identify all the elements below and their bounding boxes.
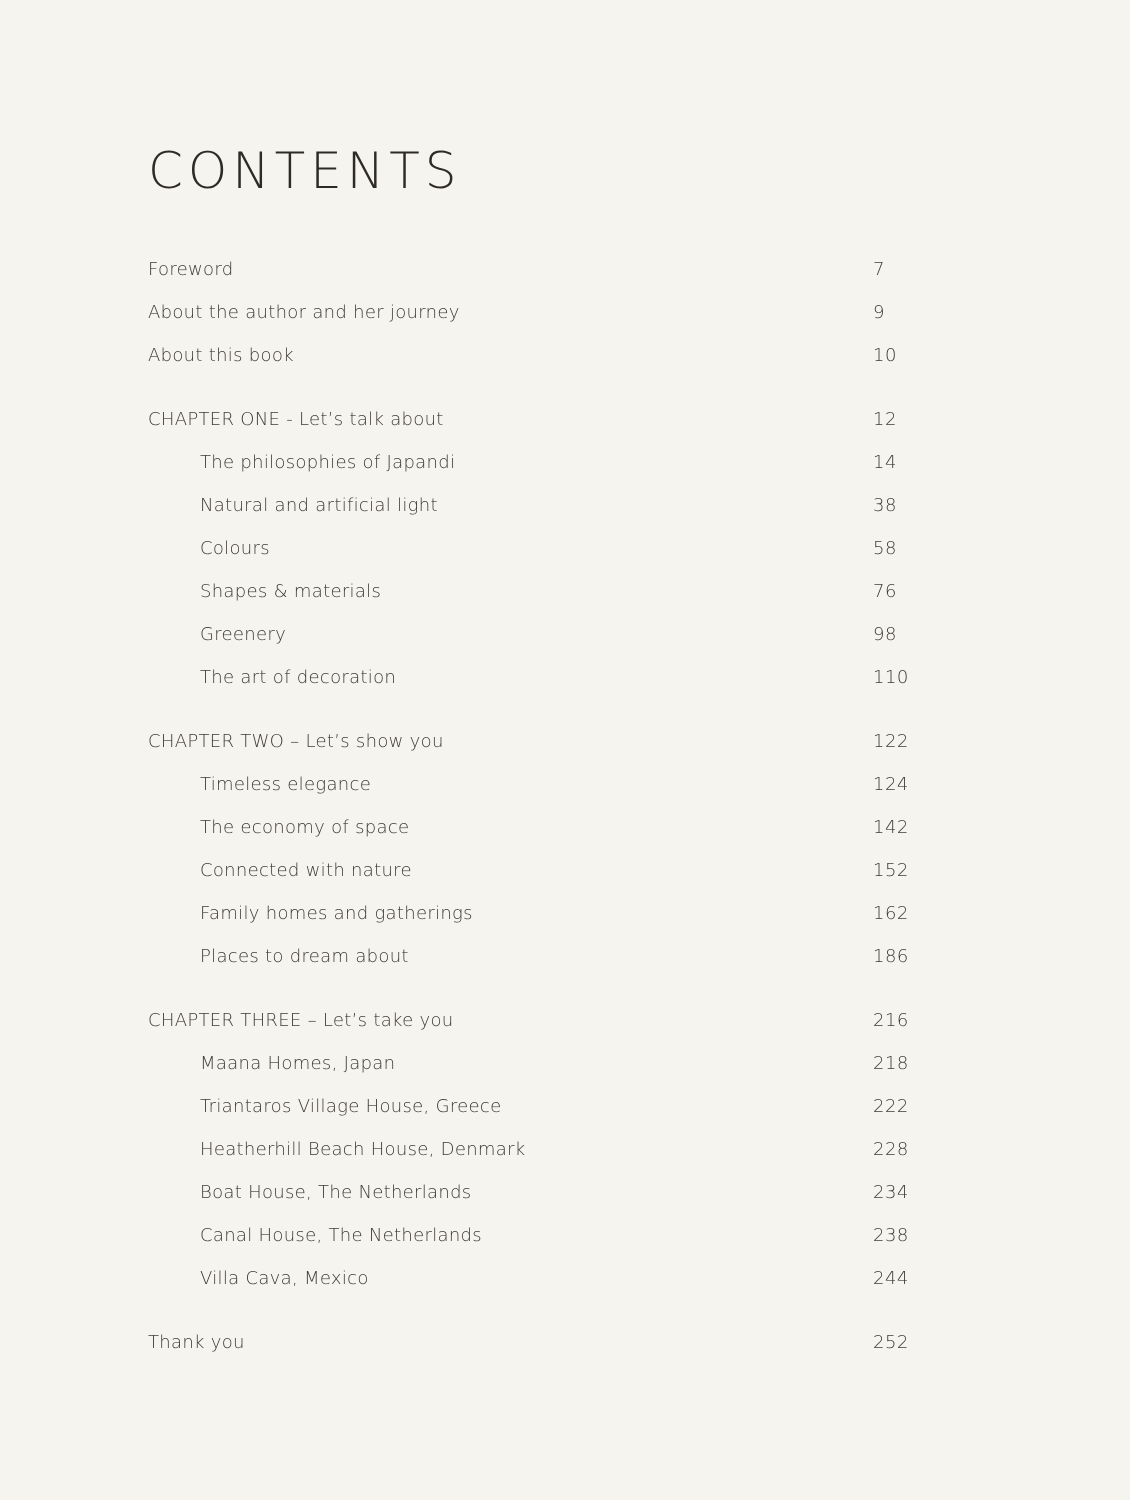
toc-entry-page-number: 238	[873, 1225, 909, 1246]
toc-entry-page-number: 162	[873, 903, 909, 924]
toc-entry-page-number: 228	[873, 1139, 909, 1160]
toc-entry-page-number: 12	[873, 409, 897, 430]
toc-entry-label: Triantaros Village House, Greece	[200, 1096, 502, 1117]
toc-entry-label: Boat House, The Netherlands	[200, 1182, 472, 1203]
toc-entry-label: Places to dream about	[200, 946, 409, 967]
toc-entry-page-number: 58	[873, 538, 897, 559]
toc-entry-label: Colours	[200, 538, 270, 559]
toc-entry-label: About this book	[148, 345, 294, 366]
toc-chapter-three	[148, 1007, 908, 1035]
toc-entry-page-number: 152	[873, 860, 909, 881]
toc-entry-page-number: 222	[873, 1096, 909, 1117]
toc-entry-page-number: 244	[873, 1268, 909, 1289]
toc-subentry	[148, 621, 908, 649]
toc-entry-label: Canal House, The Netherlands	[200, 1225, 482, 1246]
toc-subentry	[148, 900, 908, 928]
toc-subentry	[148, 449, 908, 477]
toc-chapter-label: CHAPTER ONE - Let’s talk about	[148, 409, 444, 430]
toc-subentry	[148, 1179, 908, 1207]
toc-entry-label: Maana Homes, Japan	[200, 1053, 396, 1074]
toc-subentry	[148, 771, 908, 799]
toc-entry-page-number: 142	[873, 817, 909, 838]
toc-entry-page-number: 14	[873, 452, 897, 473]
toc-subentry	[148, 814, 908, 842]
toc-entry-page-number: 122	[873, 731, 909, 752]
toc-entry-label: Heatherhill Beach House, Denmark	[200, 1139, 526, 1160]
toc-entry-thank-you	[148, 1329, 908, 1357]
toc-subentry	[148, 664, 908, 692]
toc-chapter-label: CHAPTER THREE – Let’s take you	[148, 1010, 454, 1031]
toc-subentry	[148, 1222, 908, 1250]
toc-subentry	[148, 1050, 908, 1078]
toc-entry-about-the-author	[148, 299, 908, 327]
toc-chapter-two	[148, 728, 908, 756]
toc-entry-label: The philosophies of Japandi	[200, 452, 456, 473]
toc-chapter-label: CHAPTER TWO – Let’s show you	[148, 731, 444, 752]
toc-subentry	[148, 535, 908, 563]
toc-entry-page-number: 110	[873, 667, 909, 688]
toc-entry-label: About the author and her journey	[148, 302, 460, 323]
toc-entry-page-number: 234	[873, 1182, 909, 1203]
toc-entry-page-number: 76	[873, 581, 897, 602]
toc-entry-page-number: 98	[873, 624, 897, 645]
toc-entry-label: Natural and artificial light	[200, 495, 438, 516]
toc-entry-label: Family homes and gatherings	[200, 903, 473, 924]
toc-entry-label: The art of decoration	[200, 667, 397, 688]
toc-entry-page-number: 218	[873, 1053, 909, 1074]
toc-entry-page-number: 38	[873, 495, 897, 516]
toc-entry-label: Connected with nature	[200, 860, 412, 881]
toc-entry-page-number: 9	[873, 302, 885, 323]
toc-entry-label: The economy of space	[200, 817, 410, 838]
toc-subentry	[148, 943, 908, 971]
toc-entry-label: Thank you	[148, 1332, 245, 1353]
toc-entry-page-number: 216	[873, 1010, 909, 1031]
page-title: CONTENTS	[148, 142, 462, 200]
toc-entry-page-number: 7	[873, 259, 885, 280]
toc-subentry	[148, 492, 908, 520]
toc-entry-about-this-book	[148, 342, 908, 370]
toc-subentry	[148, 1265, 908, 1293]
toc-entry-page-number: 10	[873, 345, 897, 366]
toc-entry-page-number: 186	[873, 946, 909, 967]
toc-subentry	[148, 1136, 908, 1164]
toc-entry-label: Timeless elegance	[200, 774, 372, 795]
toc-entry-foreword	[148, 256, 908, 284]
toc-subentry	[148, 1093, 908, 1121]
toc-entry-label: Foreword	[148, 259, 234, 280]
toc-entry-label: Villa Cava, Mexico	[200, 1268, 369, 1289]
toc-entry-label: Greenery	[200, 624, 287, 645]
toc-chapter-one	[148, 406, 908, 434]
toc-subentry	[148, 578, 908, 606]
toc-entry-label: Shapes & materials	[200, 581, 382, 602]
toc-subentry	[148, 857, 908, 885]
toc-entry-page-number: 124	[873, 774, 909, 795]
toc-entry-page-number: 252	[873, 1332, 909, 1353]
